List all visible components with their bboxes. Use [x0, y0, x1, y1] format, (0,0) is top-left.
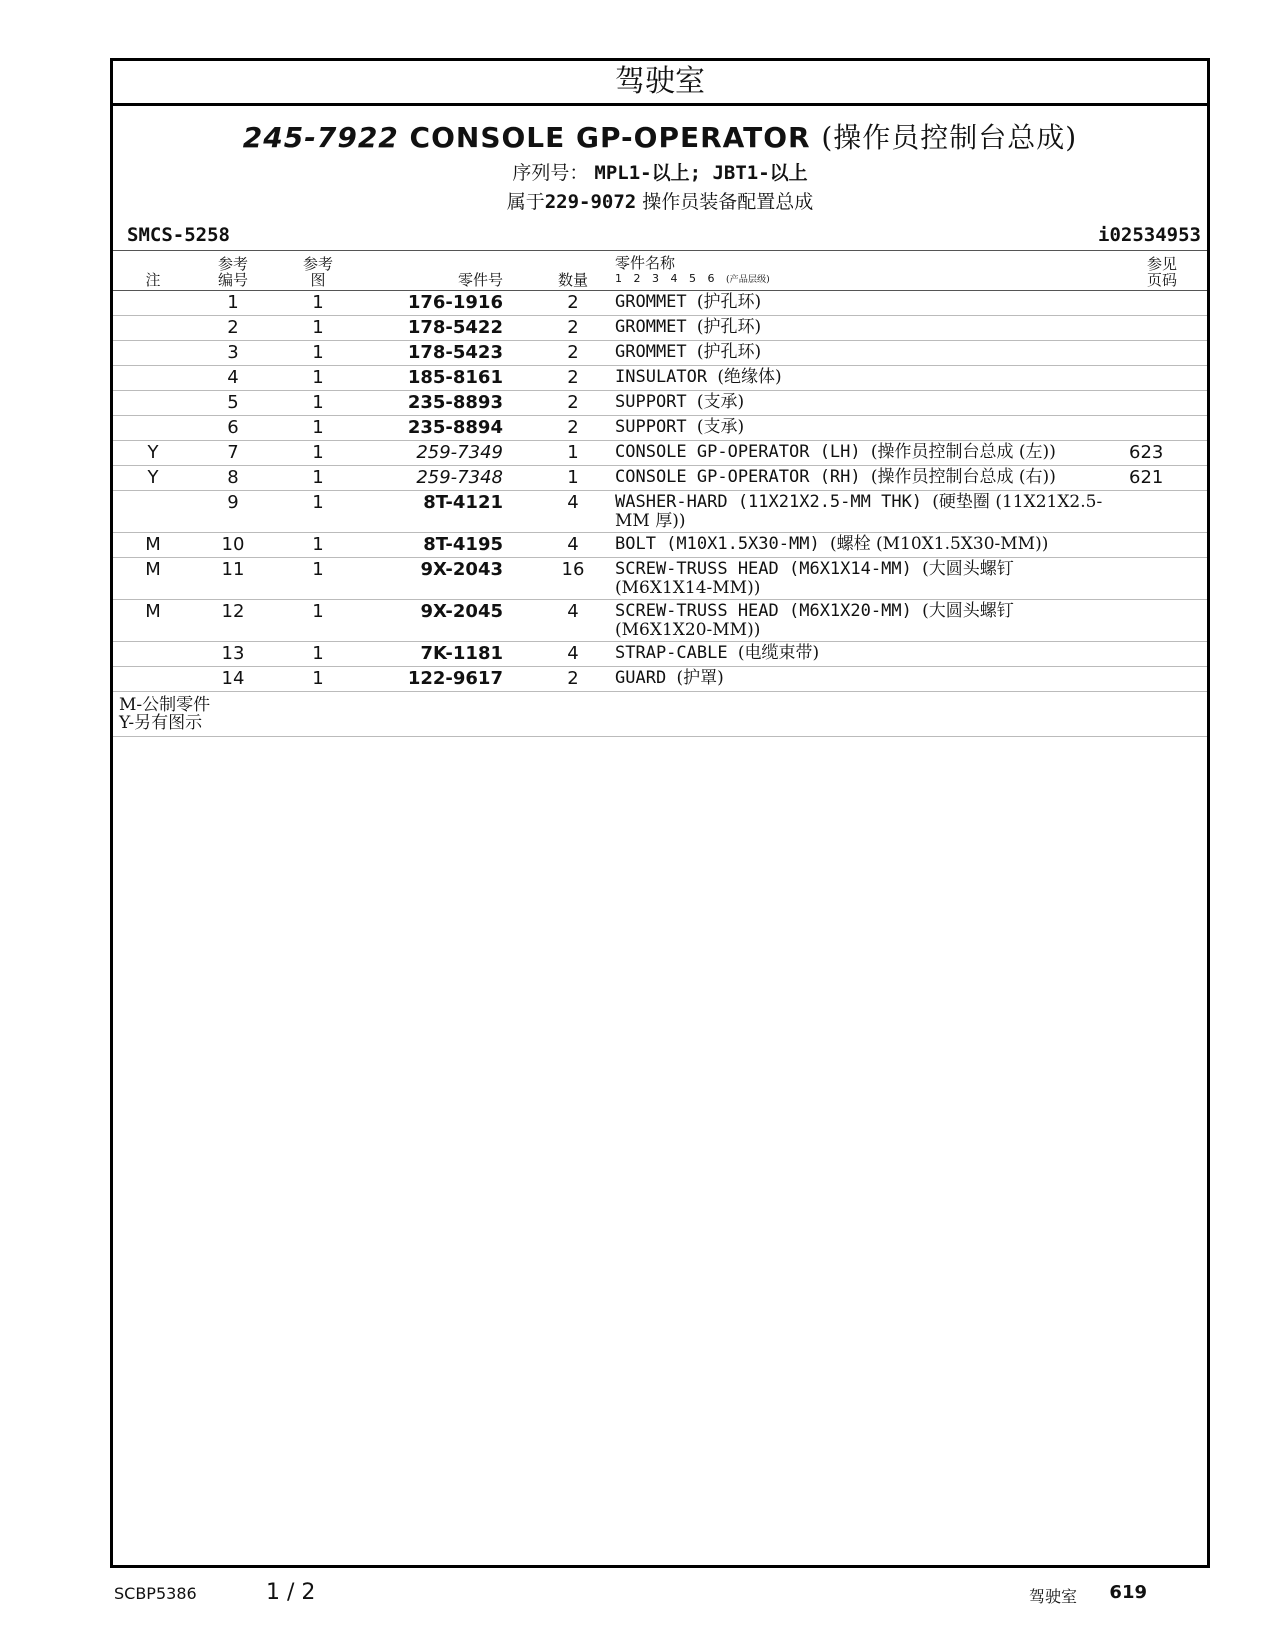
row-see-page [1117, 558, 1207, 600]
row-note [113, 291, 193, 316]
row-qty: 2 [533, 416, 613, 441]
table-row [113, 366, 1207, 391]
row-part-number: 8T-4121 [363, 491, 533, 533]
row-name [613, 341, 1117, 366]
row-note [113, 416, 193, 441]
row-ref-no: 1 [193, 291, 273, 316]
row-name [613, 391, 1117, 416]
row-name-cn: (螺栓 (M10X1.5X30-MM)) [829, 534, 1049, 554]
header-note: 注 [113, 251, 193, 291]
row-see-page [1117, 291, 1207, 316]
row-name-cn: (支承) [696, 417, 745, 437]
row-name-en: GROMMET [615, 317, 687, 337]
table-row [113, 341, 1207, 366]
row-note [113, 491, 193, 533]
row-ref-no: 4 [193, 366, 273, 391]
row-name-cn: (护罩) [676, 668, 724, 688]
row-name [613, 642, 1117, 667]
row-name-en: SUPPORT [615, 417, 687, 437]
row-name-cn: (大圆头螺钉 (M6X1X14-MM)) [615, 559, 1014, 598]
row-ref-no: 7 [193, 441, 273, 466]
footer-page-fraction: 1 / 2 [266, 1580, 316, 1605]
row-name-cn: (支承) [696, 392, 745, 412]
row-note [113, 642, 193, 667]
row-see-page [1117, 316, 1207, 341]
row-note: Y [113, 466, 193, 491]
row-see-page: 623 [1117, 441, 1207, 466]
row-part-number: 185-8161 [363, 366, 533, 391]
parts-table [113, 251, 1207, 692]
row-ref-no: 8 [193, 466, 273, 491]
row-note [113, 667, 193, 692]
table-row [113, 441, 1207, 466]
row-name-en: WASHER-HARD (11X21X2.5-MM THK) [615, 492, 923, 512]
row-ref-fig: 1 [273, 533, 363, 558]
row-name-en: SCREW-TRUSS HEAD (M6X1X14-MM) [615, 559, 912, 579]
table-row [113, 391, 1207, 416]
row-part-number: 259-7349 [363, 441, 533, 466]
row-see-page [1117, 366, 1207, 391]
row-note: M [113, 558, 193, 600]
row-ref-no: 13 [193, 642, 273, 667]
footer-doc-id: SCBP5386 [114, 1584, 197, 1603]
row-name-en: GROMMET [615, 342, 687, 362]
row-qty: 16 [533, 558, 613, 600]
row-part-number: 176-1916 [363, 291, 533, 316]
row-name [613, 366, 1117, 391]
row-name-cn: (护孔环) [696, 317, 762, 337]
footer-page-number: 619 [1109, 1582, 1147, 1603]
assembly-title [113, 116, 1207, 156]
serial-label: 序列号： [512, 162, 589, 184]
row-note: M [113, 533, 193, 558]
row-qty: 2 [533, 391, 613, 416]
header-ref-fig: 参考 图 [273, 251, 363, 291]
row-ref-fig: 1 [273, 416, 363, 441]
row-part-number: 8T-4195 [363, 533, 533, 558]
row-ref-fig: 1 [273, 558, 363, 600]
row-name [613, 416, 1117, 441]
row-name-cn: (护孔环) [696, 292, 762, 312]
row-note: M [113, 600, 193, 642]
row-name-cn: (绝缘体) [717, 367, 782, 387]
row-see-page [1117, 533, 1207, 558]
row-qty: 2 [533, 667, 613, 692]
row-note [113, 341, 193, 366]
table-row [113, 491, 1207, 533]
row-name [613, 441, 1117, 466]
row-ref-no: 11 [193, 558, 273, 600]
table-row [113, 533, 1207, 558]
meta-line [113, 224, 1207, 251]
row-name-cn: (操作员控制台总成 (左)) [870, 442, 1056, 462]
footer-section: 驾驶室 [1028, 1587, 1077, 1606]
header-qty: 数量 [533, 251, 613, 291]
row-name-en: GROMMET [615, 292, 687, 312]
section-title: 驾驶室 [113, 61, 1207, 106]
row-ref-no: 6 [193, 416, 273, 441]
row-qty: 2 [533, 341, 613, 366]
row-qty: 2 [533, 316, 613, 341]
row-see-page [1117, 491, 1207, 533]
row-name-en: STRAP-CABLE [615, 643, 728, 663]
row-name-cn: (操作员控制台总成 (右)) [870, 467, 1056, 487]
row-part-number: 259-7348 [363, 466, 533, 491]
row-see-page [1117, 341, 1207, 366]
table-row [113, 558, 1207, 600]
row-ref-fig: 1 [273, 316, 363, 341]
header-levels-note: (产品层级) [725, 274, 770, 285]
row-part-number: 235-8894 [363, 416, 533, 441]
row-name [613, 667, 1117, 692]
row-name-en: GUARD [615, 668, 667, 688]
serial-value: MPL1-以上; JBT1-以上 [594, 162, 808, 184]
row-qty: 2 [533, 366, 613, 391]
row-part-number: 235-8893 [363, 391, 533, 416]
legend-item: M-公制零件 [119, 695, 211, 715]
row-see-page [1117, 416, 1207, 441]
assembly-part-number: 245-7922 [242, 121, 399, 154]
row-ref-no: 3 [193, 341, 273, 366]
row-note: Y [113, 441, 193, 466]
legend-item: Y-另有图示 [119, 713, 203, 733]
row-name [613, 491, 1117, 533]
smcs-code: SMCS-5258 [127, 224, 230, 246]
row-ref-fig: 1 [273, 391, 363, 416]
row-name [613, 600, 1117, 642]
row-qty: 2 [533, 291, 613, 316]
row-ref-no: 5 [193, 391, 273, 416]
row-ref-no: 2 [193, 316, 273, 341]
row-name-cn: (电缆束带) [737, 643, 820, 663]
row-name [613, 316, 1117, 341]
row-ref-no: 12 [193, 600, 273, 642]
row-name-en: SUPPORT [615, 392, 687, 412]
row-part-number: 178-5422 [363, 316, 533, 341]
row-ref-fig: 1 [273, 341, 363, 366]
table-row [113, 316, 1207, 341]
row-ref-fig: 1 [273, 600, 363, 642]
row-name [613, 291, 1117, 316]
row-name-cn: (护孔环) [696, 342, 762, 362]
row-ref-no: 10 [193, 533, 273, 558]
table-header [113, 251, 1207, 291]
header-ref-no: 参考 编号 [193, 251, 273, 291]
row-part-number: 9X-2043 [363, 558, 533, 600]
row-name-en: CONSOLE GP-OPERATOR (RH) [615, 467, 861, 487]
title-block [113, 106, 1207, 214]
assembly-name-cn: (操作员控制台总成) [821, 121, 1078, 154]
row-see-page [1117, 667, 1207, 692]
row-name-cn: (大圆头螺钉 (M6X1X20-MM)) [615, 601, 1014, 640]
header-name-label: 零件名称 [615, 254, 676, 272]
belongs-name: 操作员装备配置总成 [642, 191, 814, 213]
row-part-number: 122-9617 [363, 667, 533, 692]
row-ref-fig: 1 [273, 667, 363, 692]
row-ref-no: 14 [193, 667, 273, 692]
row-qty: 4 [533, 491, 613, 533]
header-see-page: 参见 页码 [1117, 251, 1207, 291]
row-ref-fig: 1 [273, 491, 363, 533]
table-row [113, 416, 1207, 441]
footer [114, 1580, 1147, 1610]
row-name-en: SCREW-TRUSS HEAD (M6X1X20-MM) [615, 601, 912, 621]
row-note [113, 366, 193, 391]
table-row [113, 291, 1207, 316]
table-row [113, 600, 1207, 642]
row-name-cn: (硬垫圈 (11X21X2.5-MM 厚)) [615, 492, 1103, 531]
row-qty: 1 [533, 466, 613, 491]
assembly-name-en: CONSOLE GP-OPERATOR [409, 121, 811, 154]
legend [113, 692, 1207, 737]
row-qty: 4 [533, 600, 613, 642]
page-frame [110, 58, 1210, 1568]
row-name [613, 558, 1117, 600]
row-ref-no: 9 [193, 491, 273, 533]
row-qty: 1 [533, 441, 613, 466]
row-name-en: CONSOLE GP-OPERATOR (LH) [615, 442, 861, 462]
row-see-page [1117, 391, 1207, 416]
row-ref-fig: 1 [273, 441, 363, 466]
row-name [613, 466, 1117, 491]
row-note [113, 316, 193, 341]
belongs-label: 属于 [506, 191, 545, 213]
row-ref-fig: 1 [273, 366, 363, 391]
belongs-line [113, 187, 1207, 214]
table-row [113, 466, 1207, 491]
row-ref-fig: 1 [273, 466, 363, 491]
row-name-en: INSULATOR [615, 367, 708, 387]
row-ref-fig: 1 [273, 291, 363, 316]
header-levels-numbers: 1 2 3 4 5 6 [615, 272, 719, 285]
row-see-page: 621 [1117, 466, 1207, 491]
row-name [613, 533, 1117, 558]
row-note [113, 391, 193, 416]
header-part-no: 零件号 [363, 251, 533, 291]
row-name-en: BOLT (M10X1.5X30-MM) [615, 534, 820, 554]
row-qty: 4 [533, 642, 613, 667]
row-part-number: 9X-2045 [363, 600, 533, 642]
serial-line [113, 158, 1207, 185]
row-part-number: 7K-1181 [363, 642, 533, 667]
row-part-number: 178-5423 [363, 341, 533, 366]
table-row [113, 667, 1207, 692]
belongs-part: 229-9072 [544, 191, 637, 213]
row-qty: 4 [533, 533, 613, 558]
row-ref-fig: 1 [273, 642, 363, 667]
table-row [113, 642, 1207, 667]
header-levels [615, 271, 1115, 288]
row-see-page [1117, 600, 1207, 642]
header-name [613, 251, 1117, 291]
row-see-page [1117, 642, 1207, 667]
illustration-id: i02534953 [1098, 224, 1201, 246]
